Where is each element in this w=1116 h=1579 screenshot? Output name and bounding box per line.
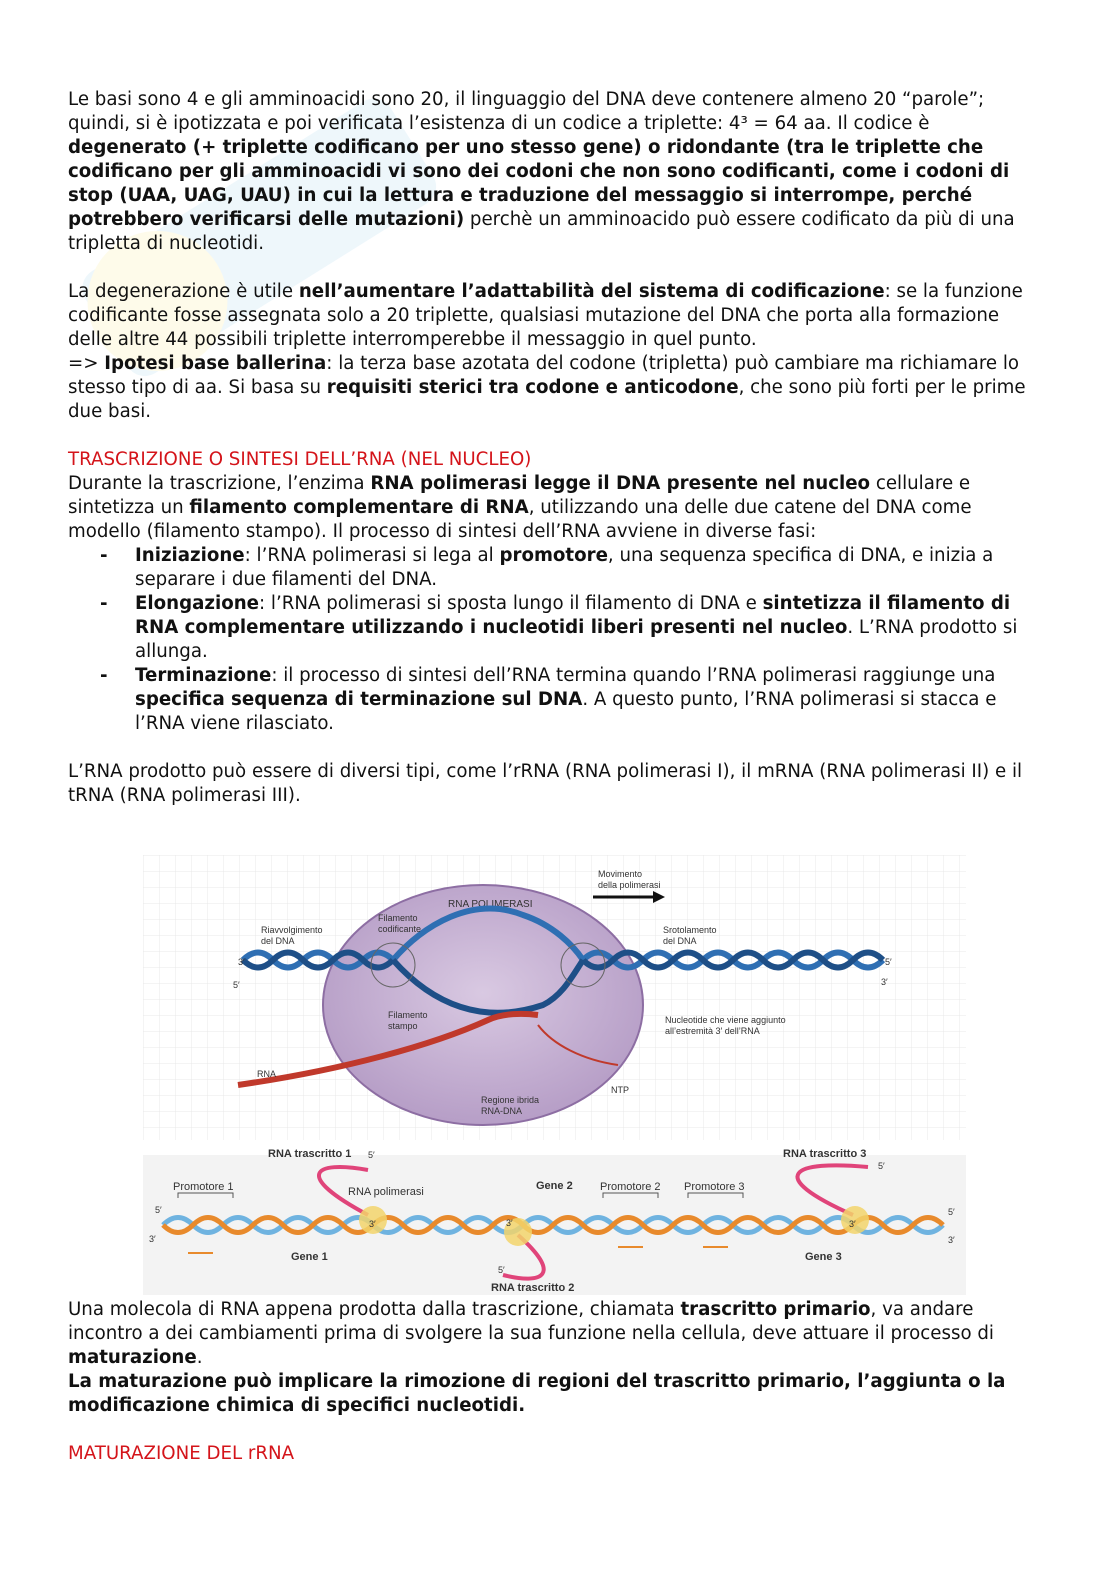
paragraph-rna-types: L’RNA prodotto può essere di diversi tipi, come l’rRNA (RNA polimerasi I), il mRNA (RNA polimerasi II) e il tRNA (RNA polimerasi III). — [68, 761, 1023, 806]
label-gene-2: Gene 2 — [536, 1180, 573, 1192]
polymerase-bubble — [323, 885, 643, 1125]
label-gene-1: Gene 1 — [291, 1251, 328, 1263]
svg-text:5′: 5′ — [233, 980, 240, 990]
svg-text:5′: 5′ — [368, 1150, 375, 1160]
document-page-bottom — [68, 1298, 1038, 1466]
label-rewind: Riavvolgimento del DNA — [261, 925, 323, 946]
phase-list — [68, 544, 1038, 736]
phase-item-initiation: - Iniziazione: l’RNA polimerasi si lega al promotore, una sequenza specifica di DNA, e inizia a separare i due filamenti del DNA. — [100, 545, 994, 590]
svg-text:5′: 5′ — [155, 1205, 162, 1215]
label-unwind: Srotolamento del DNA — [663, 925, 717, 946]
label-gene-3: Gene 3 — [805, 1251, 842, 1263]
label-hybrid: Regione ibrida RNA-DNA — [481, 1095, 540, 1116]
label-promoter-3: Promotore 3 — [684, 1181, 745, 1193]
svg-text:3′: 3′ — [506, 1218, 513, 1228]
label-rna-polymerase: RNA polimerasi — [348, 1186, 424, 1198]
svg-text:3′: 3′ — [849, 1219, 856, 1229]
label-template: Filamento stampo — [388, 1010, 428, 1031]
svg-text:3′: 3′ — [881, 977, 888, 987]
svg-text:5′: 5′ — [498, 1265, 505, 1275]
label-nucleotide: Nucleotide che viene aggiunto all’estremità 3′ dell’RNA — [665, 1015, 786, 1036]
phase-item-elongation: - Elongazione: l’RNA polimerasi si sposta lungo il filamento di DNA e sintetizza il filamento di RNA complementare utilizzando i nucleotidi liberi presenti nel nucleo. L’RNA prodotto si allunga. — [100, 593, 1018, 662]
paragraph-maturation: La maturazione può implicare la rimozione di regioni del trascritto primario, l’aggiunta o la modificazione chimica di specifici nucleotidi. — [68, 1371, 1006, 1416]
label-transcript-2: RNA trascritto 2 — [491, 1282, 575, 1294]
paragraph-wobble: => Ipotesi base ballerina: la terza base azotata del codone (tripletta) può cambiare ma richiamare lo stesso tipo di aa. Si basa su requisiti sterici tra codone e anticodone, che sono più forti per le prime due basi. — [68, 353, 1026, 422]
svg-text:3′: 3′ — [149, 1234, 156, 1244]
label-promoter-1: Promotore 1 — [173, 1181, 234, 1193]
paragraph-transcription: Durante la trascrizione, l’enzima RNA polimerasi legge il DNA presente nel nucleo cellulare e sintetizza un filamento complementare di RNA, utilizzando una delle due catene del DNA come modello (filamento stampo). Il processo di sintesi dell’RNA avviene in diverse fasi: — [68, 473, 972, 542]
label-rna: RNA — [257, 1069, 277, 1079]
label-movement: Movimento della polimerasi — [598, 869, 661, 890]
paragraph-degeneration: La degenerazione è utile nell’aumentare l’adattabilità del sistema di codificazione: se la funzione codificante fosse assegnata solo a 20 triplette, qualsiasi mutazione del DNA che porta alla formazione delle altre 44 possibili triplette interromperebbe il messaggio in quel punto. — [68, 281, 1023, 350]
heading-transcription: TRASCRIZIONE O SINTESI DELL’RNA (NEL NUCLEO) — [68, 449, 532, 470]
phase-item-termination: - Terminazione: il processo di sintesi dell’RNA termina quando l’RNA polimerasi raggiunge una specifica sequenza di terminazione sul DNA. A questo punto, l’RNA polimerasi si stacca e l’RNA viene rilasciato. — [100, 665, 997, 734]
paragraph-primary-transcript: Una molecola di RNA appena prodotta dalla trascrizione, chiamata trascritto primario, va andare incontro a dei cambiamenti prima di svolgere la sua funzione nella cellula, deve attuare il processo di maturazione. — [68, 1299, 994, 1368]
heading-rrna-maturation: MATURAZIONE DEL rRNA — [68, 1443, 295, 1464]
svg-text:5′: 5′ — [878, 1161, 885, 1171]
transcription-figure — [143, 855, 966, 1295]
svg-text:5′: 5′ — [948, 1207, 955, 1217]
label-ntp: NTP — [611, 1085, 629, 1095]
document-page — [68, 88, 1038, 808]
label-polymerase: RNA POLIMERASI — [448, 899, 533, 910]
svg-text:5′: 5′ — [885, 957, 892, 967]
label-transcript-3: RNA trascritto 3 — [783, 1148, 867, 1160]
svg-text:3′: 3′ — [948, 1235, 955, 1245]
svg-text:3′: 3′ — [238, 957, 245, 967]
paragraph-genetic-code: Le basi sono 4 e gli amminoacidi sono 20, il linguaggio del DNA deve contenere almeno 20 “parole”; quindi, si è ipotizzata e poi verificata l’esistenza di un codice a triplette: 4³ = 64 aa. Il codice è degenerato (+ triplette codificano per uno stesso gene) o ridondante (tra le triplette che codificano per gli amminoacidi vi sono dei codoni che non sono codificanti, come i codoni di stop (UAA, UAG, UAU) in cui la lettura e traduzione del messaggio si interrompe, perché potrebbero verificarsi delle mutazioni) perchè un amminoacido può essere codificato da più di una tripletta di nucleotidi. — [68, 89, 1015, 254]
label-coding: Filamento codificante — [378, 913, 422, 934]
label-transcript-1: RNA trascritto 1 — [268, 1148, 352, 1160]
svg-text:3′: 3′ — [369, 1219, 376, 1229]
label-promoter-2: Promotore 2 — [600, 1181, 661, 1193]
